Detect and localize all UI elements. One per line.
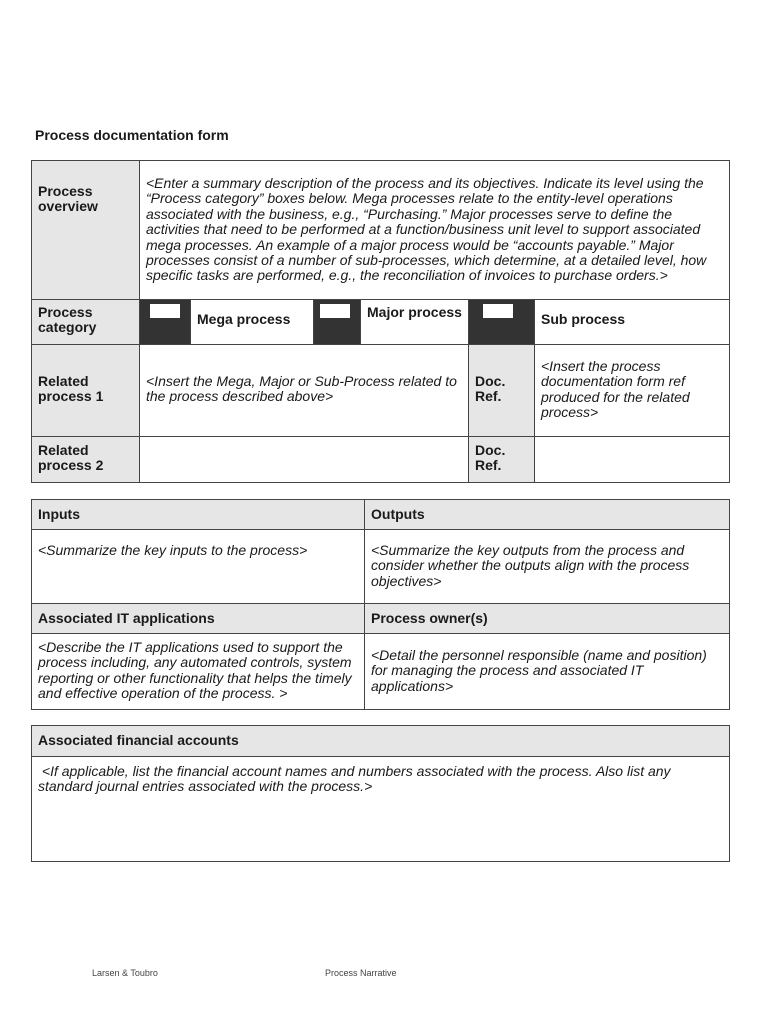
related-process-1-docref-text[interactable]: <Insert the process documentation form ref produced for the related process> [535, 345, 730, 437]
process-category-label: Process category [32, 300, 140, 345]
related-process-1-text[interactable]: <Insert the Mega, Major or Sub-Process related to the process described above> [140, 345, 469, 437]
major-process-label: Major process [361, 300, 469, 345]
related-process-1-docref-label: Doc. Ref. [469, 345, 535, 437]
related-process-2-label: Related process 2 [32, 437, 140, 483]
mega-process-label: Mega process [191, 300, 314, 345]
financial-accounts-table [31, 725, 730, 862]
process-owners-label: Process owner(s) [365, 604, 730, 634]
outputs-label: Outputs [365, 500, 730, 530]
financial-accounts-label: Associated financial accounts [32, 726, 730, 757]
process-overview-table [31, 160, 730, 483]
process-overview-label: Process overview [32, 161, 140, 300]
mega-process-checkbox[interactable] [150, 304, 180, 318]
it-applications-text[interactable]: <Describe the IT applications used to support the process including, any automated controls, system reporting or other functionality that helps the timely and effective operation of the process. > [32, 634, 365, 710]
related-process-2-docref-text[interactable] [535, 437, 730, 483]
process-overview-text[interactable]: <Enter a summary description of the process and its objectives. Indicate its level using the “Process category” boxes below. Mega processes relate to the entity-level operations associated with the business, e.g., “Purchasing.” Major processes serve to define the activities that need to be performed at a function/business unit level to support associated mega processes. An example of a major process would be “accounts payable.” Major processes consist of a number of sub-processes, which determine, at a detailed level, how specific tasks are performed, e.g., the reconciliation of invoices to purchase orders.> [140, 161, 730, 300]
outputs-text[interactable]: <Summarize the key outputs from the process and consider whether the outputs align with the process objectives> [365, 530, 730, 604]
it-applications-label: Associated IT applications [32, 604, 365, 634]
financial-accounts-text[interactable]: <If applicable, list the financial account names and numbers associated with the process. Also list any standard journal entries associated with the process.> [32, 757, 730, 862]
inputs-text[interactable]: <Summarize the key inputs to the process> [32, 530, 365, 604]
process-owners-text[interactable]: <Detail the personnel responsible (name and position) for managing the process and associated IT applications> [365, 634, 730, 710]
inputs-label: Inputs [32, 500, 365, 530]
sub-process-checkbox[interactable] [483, 304, 513, 318]
sub-process-checkbox-cell [469, 300, 535, 345]
related-process-2-text[interactable] [140, 437, 469, 483]
major-process-checkbox[interactable] [320, 304, 350, 318]
form-title: Process documentation form [35, 127, 229, 143]
footer-document-name: Process Narrative [325, 968, 397, 978]
sub-process-label: Sub process [535, 300, 730, 345]
footer-company: Larsen & Toubro [92, 968, 158, 978]
inputs-outputs-table [31, 499, 730, 710]
mega-process-checkbox-cell [140, 300, 191, 345]
related-process-1-label: Related process 1 [32, 345, 140, 437]
related-process-2-docref-label: Doc. Ref. [469, 437, 535, 483]
major-process-checkbox-cell [314, 300, 361, 345]
